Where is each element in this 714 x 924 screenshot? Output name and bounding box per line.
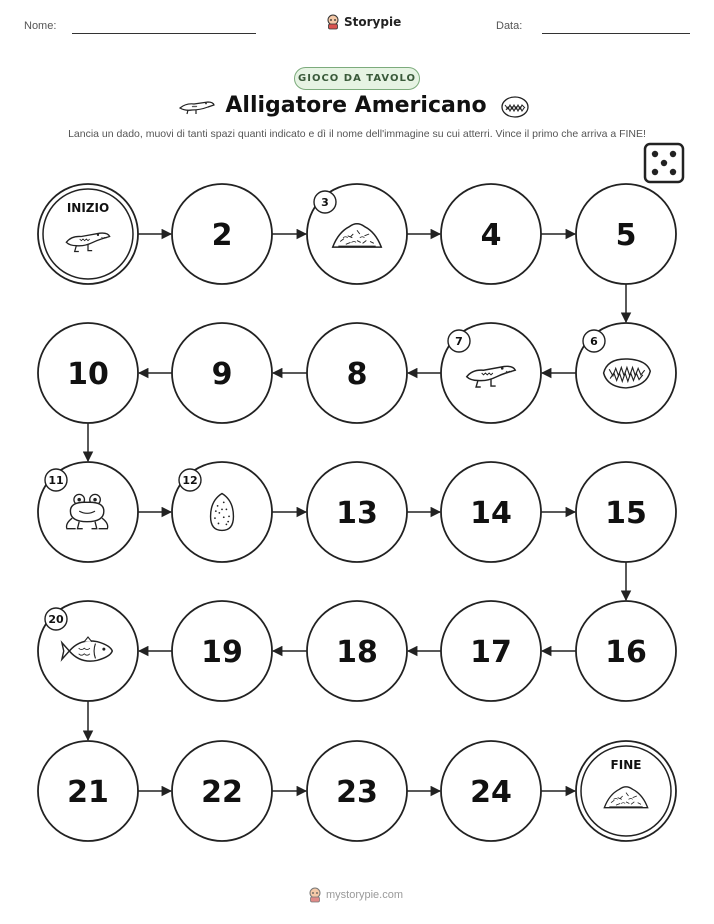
board-space-11[interactable]: [38, 462, 138, 562]
space-number: 12: [182, 474, 198, 487]
space-number: 6: [590, 335, 598, 348]
board-space-25[interactable]: [576, 741, 676, 841]
board-space-17[interactable]: [441, 601, 541, 701]
space-number: 22: [201, 775, 243, 810]
space-number: 2: [211, 218, 233, 253]
footer-site: mystorypie.com: [326, 889, 404, 901]
start-label: INIZIO: [66, 201, 110, 215]
board-space-14[interactable]: [441, 462, 541, 562]
category-badge: GIOCO DA TAVOLO: [294, 67, 420, 90]
space-number: 5: [615, 218, 637, 253]
space-number: 14: [470, 496, 512, 531]
space-number: 18: [336, 635, 378, 670]
space-number: 4: [480, 218, 502, 253]
board-space-18[interactable]: [307, 601, 407, 701]
board-space-6[interactable]: [576, 323, 676, 423]
footer: [308, 887, 403, 903]
board-space-2[interactable]: [172, 184, 272, 284]
space-number: 17: [470, 635, 512, 670]
space-number: 3: [321, 196, 329, 209]
space-number: 15: [605, 496, 647, 531]
board-space-15[interactable]: [576, 462, 676, 562]
board-space-1[interactable]: [38, 184, 138, 284]
board-space-10[interactable]: [38, 323, 138, 423]
board-space-23[interactable]: [307, 741, 407, 841]
space-number: 19: [201, 635, 243, 670]
board-space-4[interactable]: [441, 184, 541, 284]
board-space-3[interactable]: [307, 184, 407, 284]
board-space-22[interactable]: [172, 741, 272, 841]
space-circle: [38, 184, 138, 284]
board-space-9[interactable]: [172, 323, 272, 423]
board-space-19[interactable]: [172, 601, 272, 701]
board-space-20[interactable]: [38, 601, 138, 701]
space-number: 24: [470, 775, 512, 810]
footer-mascot-icon: [308, 887, 322, 903]
space-number: 8: [346, 357, 368, 392]
board-space-7[interactable]: [441, 323, 541, 423]
board-space-8[interactable]: [307, 323, 407, 423]
space-number: 21: [67, 775, 109, 810]
board-space-5[interactable]: [576, 184, 676, 284]
space-number: 7: [455, 335, 463, 348]
space-number: 9: [211, 357, 233, 392]
instructions: Lancia un dado, muovi di tanti spazi quanti indicato e dì il nome dell'immagine su cui atterri. Vince il primo che arriva a FINE!: [68, 128, 646, 140]
board-spaces: [38, 184, 676, 841]
space-number: 11: [48, 474, 64, 487]
board-space-13[interactable]: [307, 462, 407, 562]
page-title: Alligatore Americano: [225, 93, 487, 118]
board-space-16[interactable]: [576, 601, 676, 701]
name-label: Nome:: [24, 20, 57, 32]
board-space-21[interactable]: [38, 741, 138, 841]
brand-name: Storypie: [344, 15, 402, 29]
board-space-12[interactable]: [172, 462, 272, 562]
finish-label: FINE: [610, 758, 642, 772]
space-number: 23: [336, 775, 378, 810]
space-number: 20: [48, 613, 64, 626]
board-space-24[interactable]: [441, 741, 541, 841]
space-number: 16: [605, 635, 647, 670]
date-label: Data:: [496, 20, 523, 32]
space-number: 13: [336, 496, 378, 531]
space-number: 10: [67, 357, 109, 392]
